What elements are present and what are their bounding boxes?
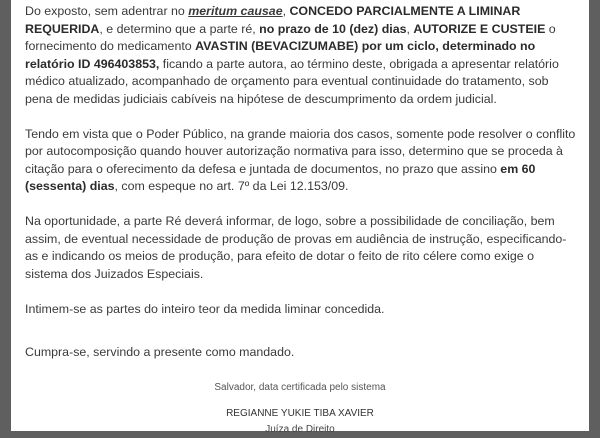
text-segment: , com espeque no art. 7º da Lei 12.153/09. xyxy=(114,179,349,193)
paragraph-decision xyxy=(25,3,577,108)
bold-prazo-60: em 60 (sessenta) dias xyxy=(25,161,536,193)
document-body xyxy=(25,0,577,362)
paragraph-cumpra: Cumpra-se, servindo a presente como mandado. xyxy=(25,345,295,359)
paragraph-citacao xyxy=(25,126,577,196)
signature-name: REGIANNE YUKIE TIBA XAVIER xyxy=(226,408,374,419)
bold-medicamento: AVASTIN (BEVACIZUMABE) por um ciclo, determinado no relatório ID 496403853, xyxy=(25,39,536,71)
bold-autorize: AUTORIZE E CUSTEIE xyxy=(413,21,546,36)
paragraph-conciliacao: Na oportunidade, a parte Ré deverá informar, de logo, sobre a possibilidade de conciliação, bem assim, de eventual necessidade de produção de provas em audiência de instrução, especificando-as e indicando os meios de produção, para efeito de dotar o feito de rito célere como exige o sistema dos Juizados Especiais. xyxy=(25,214,567,281)
text-segment: Tendo em vista que o Poder Público, na grande maioria dos casos, somente pode resolver o conflito por autocomposição quando houver autorização normativa para isso, determino que se proceda à citação para o oferecimento da defesa e juntada de documentos, no prazo que assino xyxy=(25,126,576,176)
bold-concedo: CONCEDO PARCIALMENTE A LIMINAR REQUERIDA xyxy=(25,4,521,36)
meritum-causae-text: meritum causae xyxy=(188,4,283,18)
bold-prazo: no prazo de 10 (dez) dias xyxy=(259,21,407,36)
text-segment: , e determino que a parte ré, xyxy=(99,21,260,36)
signature-place: Salvador, data certificada pelo sistema xyxy=(214,382,386,393)
signature-block xyxy=(0,380,600,438)
text-segment: , xyxy=(282,4,290,18)
document-page xyxy=(11,0,589,435)
text-segment: o fornecimento do medicamento xyxy=(25,21,556,53)
paragraph-intimem: Intimem-se as partes do inteiro teor da medida liminar concedida. xyxy=(25,301,385,316)
text-segment: ficando a parte autora, ao término deste, obrigada a apresentar relatório médico atualizado, acompanhado de orçamento para eventual continuidade do tratamento, sob pena de medidas judiciais cabíveis na hipótese de descumprimento da ordem judicial. xyxy=(25,56,559,106)
text-segment: Do exposto, sem adentrar no xyxy=(25,4,189,18)
signature-role: Juíza de Direito xyxy=(265,424,335,435)
text-segment: , xyxy=(406,21,414,36)
